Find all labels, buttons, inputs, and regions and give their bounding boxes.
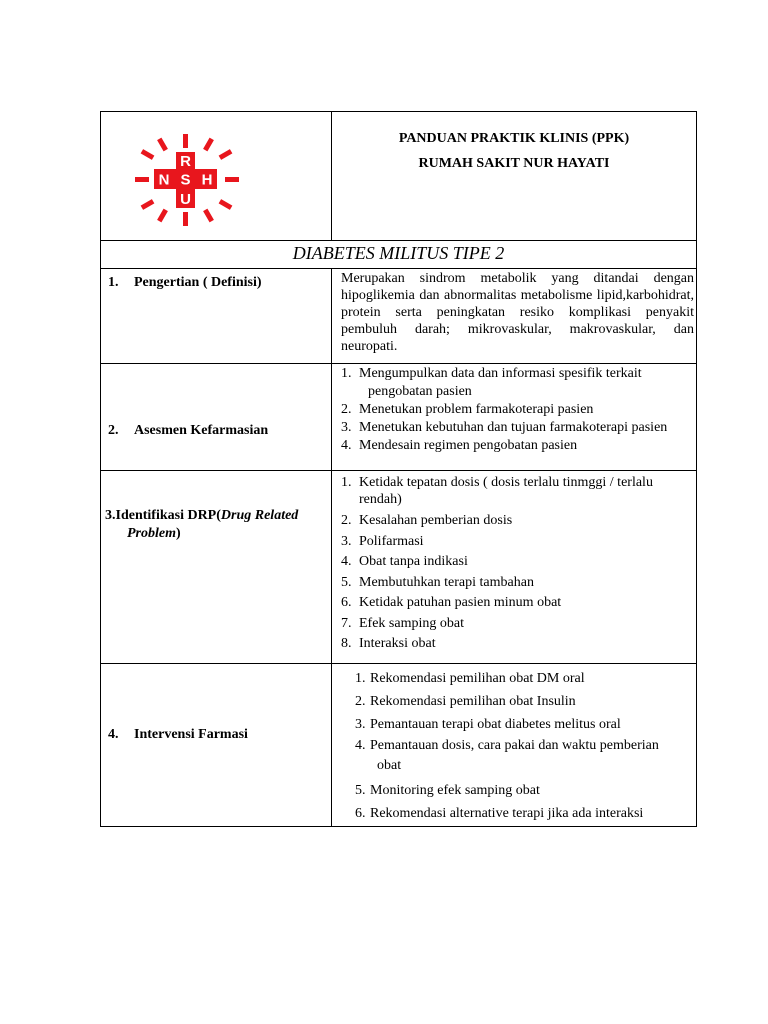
rsnh-logo-icon: [133, 132, 243, 228]
header-line-1: PANDUAN PRAKTIK KLINIS (PPK): [398, 131, 630, 146]
logo-letter-top: R: [180, 153, 191, 170]
logo-letter-left: N: [158, 171, 170, 189]
list-item: [332, 713, 696, 736]
drp-list: [332, 471, 696, 655]
list-number: 3.: [355, 717, 366, 732]
logo-letter-center: S: [180, 171, 191, 189]
list-item: [332, 552, 696, 573]
intervensi-label-cell: [101, 664, 332, 827]
drp-label-italic-1: Drug Related: [220, 508, 299, 523]
list-text: Efek samping obat: [359, 615, 464, 631]
logo-ray: [219, 149, 233, 160]
list-item: [332, 437, 696, 455]
list-number: 1.: [341, 475, 352, 490]
list-text: Ketidak tepatan dosis ( dosis terlalu tinmggi / terlalu: [359, 475, 653, 490]
list-text-continuation: pengobatan pasien: [368, 384, 472, 399]
intervensi-content-cell: [332, 664, 697, 827]
logo-ray: [203, 209, 214, 223]
logo-ray: [183, 212, 188, 226]
list-item: [332, 779, 696, 802]
logo-ray: [135, 177, 149, 182]
intervensi-label: Intervensi Farmasi: [134, 727, 248, 742]
drp-label-suffix: ): [176, 526, 181, 541]
list-number: 5.: [355, 783, 366, 798]
list-item: [332, 802, 696, 825]
definisi-label: Pengertian ( Definisi): [134, 275, 262, 290]
ppk-table: [100, 111, 697, 827]
list-text: Ketidak patuhan pasien minum obat: [359, 595, 562, 610]
list-item: [332, 634, 696, 655]
list-text: Pemantauan terapi obat diabetes melitus oral: [370, 717, 621, 732]
logo-ray: [141, 149, 155, 160]
list-number: 3.: [341, 420, 352, 435]
list-text: Rekomendasi alternative terapi jika ada interaksi: [370, 806, 644, 821]
drp-label-prefix: 3.Identifikasi DRP(: [105, 508, 221, 523]
list-number: 1.: [355, 671, 366, 686]
asesmen-content-cell: [332, 364, 697, 471]
list-number: 6.: [355, 806, 366, 821]
list-number: 7.: [341, 615, 352, 631]
list-item: [332, 474, 696, 508]
list-text: Interaksi obat: [359, 636, 436, 651]
definisi-label-cell: [101, 269, 332, 364]
list-text: Menetukan problem farmakoterapi pasien: [359, 402, 594, 417]
logo-ray: [225, 177, 239, 182]
asesmen-label-cell: [101, 364, 332, 471]
list-text: Menetukan kebutuhan dan tujuan farmakoterapi pasien: [359, 420, 668, 435]
list-item: [332, 614, 696, 635]
list-text: Kesalahan pemberian dosis: [359, 513, 513, 528]
logo-cell: [101, 112, 332, 241]
list-text: Rekomendasi pemilihan obat DM oral: [370, 671, 585, 686]
drp-label-cell: [101, 471, 332, 664]
list-number: 5.: [341, 574, 352, 590]
asesmen-label: Asesmen Kefarmasian: [134, 423, 269, 438]
logo-ray: [157, 209, 168, 223]
logo-ray: [219, 199, 233, 210]
intervensi-number: 4.: [108, 727, 119, 742]
list-item: [332, 593, 696, 614]
list-item: [332, 667, 696, 690]
list-text-continuation: obat: [377, 758, 402, 773]
document-title: DIABETES MILITUS TIPE 2: [101, 241, 697, 269]
list-item: [332, 365, 696, 401]
list-number: 4.: [355, 738, 366, 753]
definisi-text: Merupakan sindrom metabolik yang ditandai dengan hipoglikemia dan abnormalitas metabolisme lipid,karbohidrat, protein serta peningkatan resiko komplikasi penyakit pembuluh darah; mikrovaskular, makrovaskular, dan neuropati.: [341, 271, 694, 354]
list-item: [332, 736, 696, 776]
list-text: Mendesain regimen pengobatan pasien: [359, 438, 578, 453]
logo-ray: [141, 199, 155, 210]
drp-label-italic-2: Problem: [127, 526, 176, 541]
list-item: [332, 401, 696, 419]
list-number: 3.: [341, 533, 352, 549]
list-text: Obat tanpa indikasi: [359, 554, 468, 569]
list-item: [332, 419, 696, 437]
header-line-2: RUMAH SAKIT NUR HAYATI: [418, 156, 610, 171]
logo-ray: [203, 138, 214, 152]
list-text: Rekomendasi pemilihan obat Insulin: [370, 694, 576, 709]
list-number: 4.: [341, 438, 352, 453]
list-number: 2.: [341, 513, 352, 528]
list-item: [332, 532, 696, 553]
list-number: 8.: [341, 636, 352, 651]
list-text: Mengumpulkan data dan informasi spesifik terkait: [359, 366, 642, 381]
list-number: 1.: [341, 366, 352, 381]
definisi-number: 1.: [108, 275, 119, 290]
header-cell: [332, 112, 697, 241]
asesmen-number: 2.: [108, 423, 119, 438]
logo-letter-right: H: [201, 171, 213, 189]
list-number: 2.: [355, 694, 366, 709]
logo-ray: [183, 134, 188, 148]
list-text: Pemantauan dosis, cara pakai dan waktu pemberian: [370, 738, 659, 753]
logo-letter-bottom: U: [180, 191, 191, 208]
list-number: 2.: [341, 402, 352, 417]
list-item: [332, 511, 696, 532]
list-text: Monitoring efek samping obat: [370, 783, 540, 798]
list-text: Polifarmasi: [359, 533, 424, 549]
list-item: [332, 690, 696, 713]
list-item: [332, 573, 696, 594]
list-number: 6.: [341, 595, 352, 610]
list-text: Membutuhkan terapi tambahan: [359, 574, 534, 590]
intervensi-list: [332, 664, 696, 825]
logo-ray: [157, 138, 168, 152]
drp-content-cell: [332, 471, 697, 664]
list-number: 4.: [341, 554, 352, 569]
asesmen-list: [332, 364, 696, 455]
list-text-continuation: rendah): [359, 492, 402, 507]
definisi-content-cell: [332, 269, 697, 364]
